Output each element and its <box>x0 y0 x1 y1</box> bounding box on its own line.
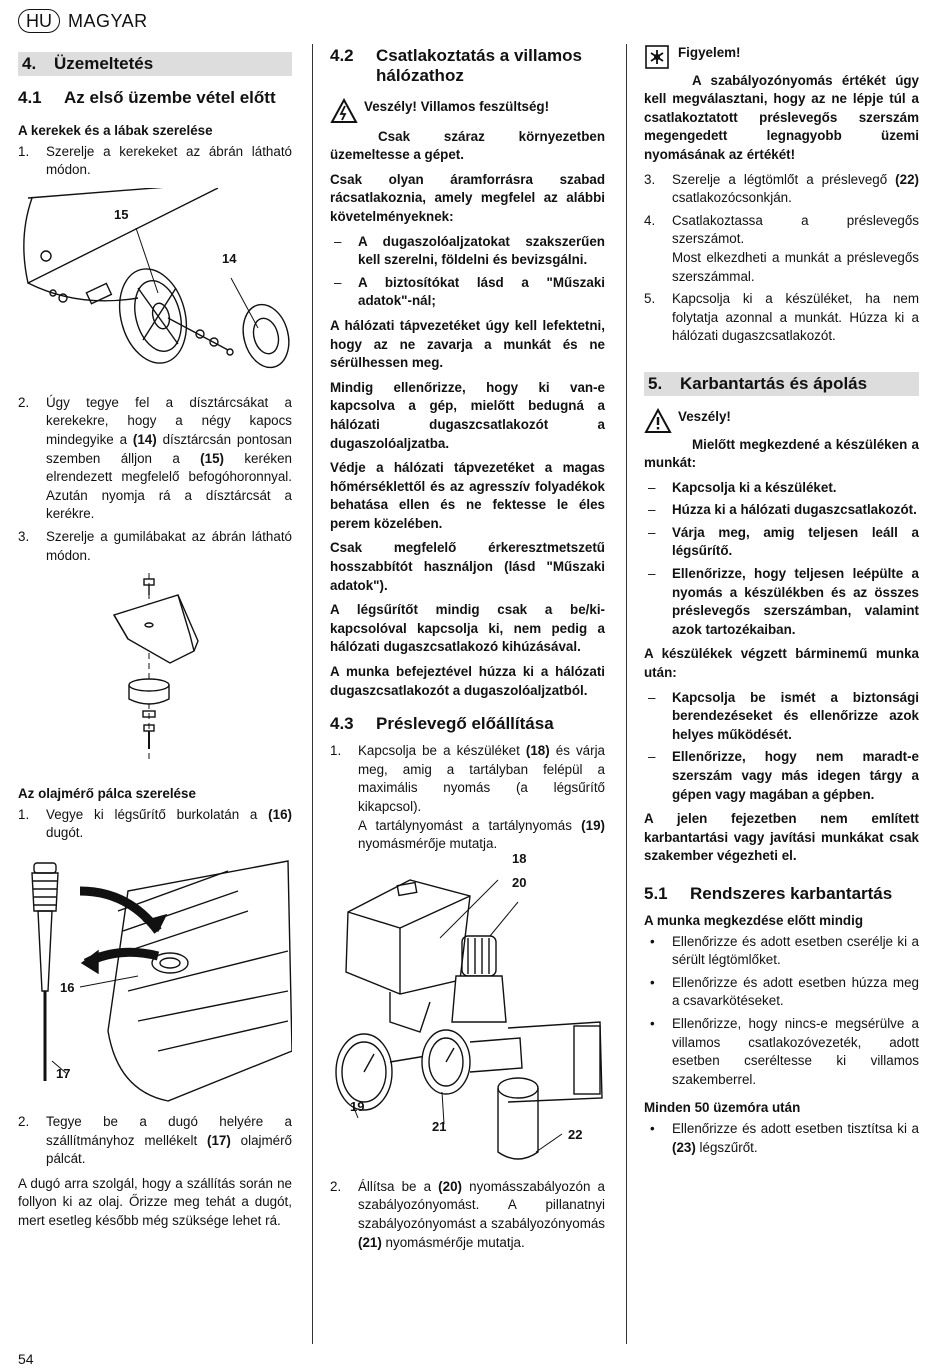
list-item: 4. Csatlakoztassa a préslevegős szerszámot. Most elkezdheti a munkát a préslevegős szerszámmal. <box>644 212 919 284</box>
figure-label: 16 <box>60 979 75 995</box>
subsection-heading: 4.1 Az első üzembe vétel előtt <box>18 88 276 107</box>
list-item: – Ellenőrizze, hogy nem maradt-e szerszám vagy más idegen tárgy a gépen vagy magában a gépben. <box>644 748 919 804</box>
list-item: 5. Kapcsolja ki a készüléket, ha nem folytatja azonnal a munkát. Húzza ki a hálózati dugaszcsatlakozót. <box>644 291 919 344</box>
warning-title: Veszély! Villamos feszültség! <box>364 99 550 114</box>
figure-label: 18 <box>512 850 527 866</box>
list-item: 2. Állítsa be a (20) nyomásszabályozón a szabályozónyomást. A pillanatnyi szabályozónyomást a szabályozónyomás (21) nyomásmérője mutatja. <box>330 1178 606 1250</box>
paragraph: A készülékek végzett bárminemű munka után: <box>644 646 919 681</box>
figure-label: 15 <box>114 206 129 222</box>
figure-label: 22 <box>568 1126 583 1142</box>
list-item: – Kapcsolja be ismét a biztonsági berendezéseket és ellenőrizze azok helyes működését. <box>644 689 919 745</box>
50-hour-checks-list <box>644 1120 919 1157</box>
column-2 <box>330 44 605 1258</box>
list-item: 1. Vegye ki légsűrítő burkolatán a (16) dugót. <box>18 806 292 841</box>
paragraph: A légsűrítőt mindig csak a be/ki-kapcsolóval kapcsolja ki, nem pedig a hálózati dugaszcsatlakozó kihúzásával. <box>330 602 605 655</box>
paragraph: A jelen fejezetben nem említett karbantartási vagy javítási munkákat csak szakember végezheti el. <box>644 811 919 864</box>
column-1 <box>18 44 292 1236</box>
before-work-list <box>644 479 919 640</box>
paragraph: Csak megfelelő érkeresztmetszetű hosszabbítót használjon (lásd "Műszaki adatok"). <box>330 540 605 593</box>
wheel-assembly-figure <box>18 188 292 384</box>
list-item: – Kapcsolja ki a készüléket. <box>644 479 919 498</box>
danger-notice <box>330 98 605 130</box>
warning-text: Csak száraz környezetben üzemeltesse a gépet. <box>330 128 605 163</box>
language-header <box>18 9 148 33</box>
subsection-heading: 4.2 Csatlakoztatás a villamos hálózathoz <box>330 46 582 85</box>
figure-label: 14 <box>222 250 237 266</box>
list-item: • Ellenőrizze és adott esetben tisztítsa ki a (23) légszűrőt. <box>644 1120 919 1157</box>
pressure-switch-figure <box>330 850 605 1168</box>
paragraph: Védje a hálózati tápvezetéket a magas hőmérséklettől és az agresszív folyadékok behatása ellen és ne fektesse le éles perem közelében. <box>330 460 605 531</box>
wheels-steps <box>18 143 292 180</box>
figure-label: 21 <box>432 1118 447 1134</box>
warning-triangle-icon <box>330 98 364 130</box>
list-item: – Ellenőrizze, hogy teljesen leépülte a nyomás a készülékben és az összes préslevegős szerszámban, valamint azok tartozékaiban. <box>644 565 919 639</box>
dipstick-steps <box>18 806 292 843</box>
column-divider <box>312 44 313 1344</box>
paragraph: Mindig ellenőrizze, hogy ki van-e kapcsolva a gép, mielőtt bedugná a hálózati dugaszcsatlakozót a dugaszolóaljzatba. <box>330 379 605 451</box>
rubber-feet-figure <box>18 573 292 759</box>
compressed-air-steps-cont <box>330 1178 605 1252</box>
subsection-heading: 5.1 Rendszeres karbantartás <box>644 883 893 903</box>
list-item: 1. Kapcsolja be a készüléket (18) és várja meg, amig a tartályban felépül a maximális nyomás (a légsűrítő kikapcsol). A tartálynyomást a tartálynyomás (19) nyomásmérője mutatja. <box>330 743 605 852</box>
section-heading: 5. Karbantartás és ápolás <box>644 372 919 396</box>
compressed-air-steps <box>330 742 605 854</box>
list-item: – Várja meg, amig teljesen leáll a légsűrítő. <box>644 524 919 561</box>
warning-triangle-icon <box>644 408 678 440</box>
list-item: 3. Szerelje a légtömlőt a préslevegő (22) csatlakozócsonkján. <box>644 171 919 206</box>
paragraph: A hálózati tápvezetéket úgy kell lefektetni, hogy az ne zavarja a munkát és ne sérülhessen meg. <box>330 317 605 371</box>
regular-checks-list <box>644 933 919 1090</box>
attention-title: Figyelem! <box>678 45 741 60</box>
column-3 <box>644 44 919 1163</box>
column-divider <box>626 44 627 1344</box>
wheels-heading: A kerekek és a lábak szerelése <box>18 123 213 138</box>
warning-text: Mielőtt megkezdené a készüléken a munkát: <box>644 436 919 471</box>
list-item: – A dugaszolóaljzatokat szakszerűen kell szerelni, földelni és bevizsgálni. <box>330 233 605 270</box>
paragraph: A dugó arra szolgál, hogy a szállítás során ne follyon ki az olaj. Őrizze meg tehát a dugót, mert esetleg később még szüksége lehet rá. <box>18 1175 292 1228</box>
list-item: – Húzza ki a hálózati dugaszcsatlakozót. <box>644 501 919 520</box>
every-50-hours-heading: Minden 50 üzemóra után <box>644 1100 801 1116</box>
language-name: MAGYAR <box>68 10 148 31</box>
list-item: • Ellenőrizze és adott esetben cserélje ki a sérült légtömlőket. <box>644 933 919 970</box>
figure-label: 17 <box>56 1065 71 1081</box>
list-item: 1. Szerelje a kerekeket az ábrán látható módon. <box>18 143 292 178</box>
warning-title: Veszély! <box>678 408 731 424</box>
list-item: 2. Tegye be a dugó helyére a szállítmányhoz mellékelt (17) olajmérő pálcát. <box>18 1113 293 1167</box>
language-code: HU <box>18 9 60 33</box>
list-item: 2. Úgy tegye fel a dísztárcsákat a kerekekre, hogy a négy kapocs mindegyike a (14) dísztárcsán pontosan szemben álljon a (15) keréken elrendezett megfelelő befogóhoronnyal. Azután nyomja rá a dísztárcsát a kerékre. <box>18 394 292 522</box>
before-work-heading: A munka megkezdése előtt mindig <box>644 912 864 928</box>
list-item: • Ellenőrizze és adott esetben húzza meg a csavarkötéseket. <box>644 974 919 1011</box>
dipstick-figure <box>18 851 292 1103</box>
requirements-list <box>330 233 605 311</box>
dipstick-steps-cont <box>18 1113 292 1169</box>
paragraph: A munka befejeztével húzza ki a hálózati dugaszcsatlakozót a dugaszolóaljzatból. <box>330 664 605 698</box>
figure-label: 19 <box>350 1098 365 1114</box>
page-number: 54 <box>18 1351 34 1367</box>
compressed-air-steps-end <box>644 171 919 346</box>
dipstick-heading: Az olajmérő pálca szerelése <box>18 786 196 802</box>
list-item: – A biztosítókat lásd a "Műszaki adatok"-nál; <box>330 274 605 311</box>
attention-icon <box>644 44 678 76</box>
list-item: • Ellenőrizze, hogy nincs-e megsérülve a villamos csatlakozóvezeték, adott esetben cseréltesse ki villamos szakemberrel. <box>644 1015 919 1089</box>
figure-label: 20 <box>512 874 527 890</box>
after-work-list <box>644 689 919 805</box>
section-heading: 4. Üzemeltetés <box>18 52 292 76</box>
list-item: 3. Szerelje a gumilábakat az ábrán látható módon. <box>18 528 292 563</box>
wheels-steps-cont <box>18 394 292 565</box>
paragraph: Csak olyan áramforrásra szabad rácsatlakoznia, amely megfelel az alábbi követelményeknek: <box>330 171 605 224</box>
subsection-heading: 4.3 Préslevegő előállítása <box>330 714 554 734</box>
attention-text: A szabályozónyomás értékét úgy kell megválasztani, hogy az ne lépje túl a csatlakoztatott préslevegős szerszám megengedett legnagyobb üzemi nyomásának az értékét! <box>644 72 919 162</box>
